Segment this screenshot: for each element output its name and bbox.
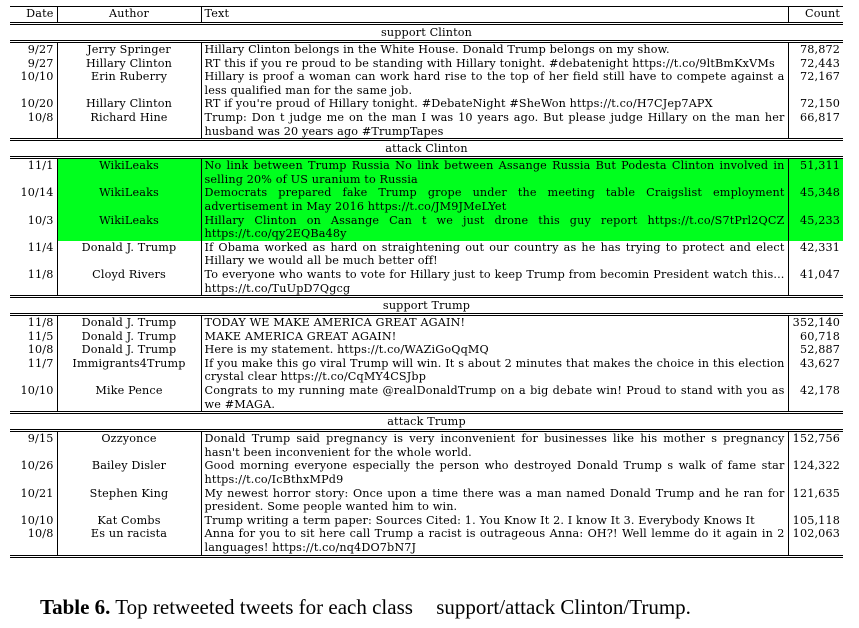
cell-text: Hillary Clinton on Assange Can t we just drone this guy report https://t.co/S7tPrl2QCZ https://t.co/qy2EQBa48y <box>201 214 788 241</box>
table-row <box>10 97 843 111</box>
cell-text: Donald Trump said pregnancy is very inconvenient for businesses like his mother s pregnancy hasn't been inconvenient for the whole world. <box>201 431 788 460</box>
cell-text: Good morning everyone especially the person who destroyed Donald Trump s walk of fame star https://t.co/IcBthxMPd9 <box>201 459 788 486</box>
cell-author: Jerry Springer <box>57 42 201 57</box>
section-header-row <box>10 24 843 42</box>
section-header-row <box>10 297 843 315</box>
cell-text: Democrats prepared fake Trump grope under the meeting table Craigslist employment advertisement in May 2016 https://t.co/JM9JMeLYet <box>201 186 788 213</box>
cell-date: 10/10 <box>10 384 57 413</box>
cell-date: 10/8 <box>10 111 57 140</box>
cell-author: Mike Pence <box>57 384 201 413</box>
table-row <box>10 42 843 57</box>
table-row <box>10 514 843 528</box>
retweets-table <box>10 6 843 558</box>
cell-author: Hillary Clinton <box>57 57 201 71</box>
cell-count: 52,887 <box>799 343 840 357</box>
cell-count: 102,063 <box>792 527 840 541</box>
cell-count: 78,872 <box>799 43 840 56</box>
cell-count: 45,233 <box>788 214 843 241</box>
caption-text: Top retweeted tweets for each class <box>115 595 413 619</box>
cell-date: 10/10 <box>10 514 57 528</box>
table-row <box>10 57 843 71</box>
cell-text: Anna for you to sit here call Trump a racist is outrageous Anna: OH?! Well lemme do it again in 2 languages! https://t.co/nq4DO7bN7J <box>201 527 788 556</box>
cell-text: Trump: Don t judge me on the man I was 10 years ago. But please judge Hillary on the man her husband was 20 years ago #TrumpTapes <box>201 111 788 140</box>
cell-text: Trump writing a term paper: Sources Cited: 1. You Know It 2. I know It 3. Everybody Knows It <box>201 514 788 528</box>
section-support-clinton <box>10 24 843 140</box>
cell-count: 41,047 <box>799 267 840 281</box>
cell-date: 10/8 <box>10 343 57 357</box>
cell-author: Bailey Disler <box>57 459 201 486</box>
section-header-row <box>10 140 843 158</box>
header-count: Count <box>788 7 843 24</box>
table-row <box>10 241 843 268</box>
table-row <box>10 111 843 140</box>
cell-count: 124,322 <box>792 459 840 473</box>
cell-author: Hillary Clinton <box>57 97 201 111</box>
cell-date: 10/26 <box>10 459 57 486</box>
table-row <box>10 343 843 357</box>
table-row <box>10 70 843 97</box>
cell-date: 10/3 <box>10 214 57 241</box>
cell-date: 11/4 <box>10 241 57 268</box>
cell-author: Erin Ruberry <box>57 70 201 97</box>
cell-count: 60,718 <box>799 329 840 343</box>
cell-author: Donald J. Trump <box>57 330 201 344</box>
cell-count: 72,150 <box>799 97 840 111</box>
cell-text: Hillary is proof a woman can work hard rise to the top of her field still have to compete against a less qualified man for the same job. <box>201 70 788 97</box>
cell-author: Donald J. Trump <box>57 315 201 330</box>
section-title: attack Trump <box>10 413 843 431</box>
table-row <box>10 487 843 514</box>
section-attack-trump <box>10 413 843 556</box>
table-caption <box>40 595 830 619</box>
cell-date: 10/14 <box>10 186 57 213</box>
section-title: support Trump <box>10 297 843 315</box>
cell-text: If Obama worked as hard on straightening out our country as he has trying to protect and elect Hillary we would all be much better off! <box>201 241 788 268</box>
cell-date: 11/7 <box>10 357 57 384</box>
cell-text: To everyone who wants to vote for Hillary just to keep Trump from becomin President watch this... https://t.co/TuUpD7Qgcg <box>201 268 788 297</box>
cell-author: Richard Hine <box>57 111 201 140</box>
section-title: support Clinton <box>10 24 843 42</box>
table-row <box>10 186 843 213</box>
cell-count: 42,331 <box>799 240 840 254</box>
cell-text: MAKE AMERICA GREAT AGAIN! <box>201 330 788 344</box>
cell-author: WikiLeaks <box>57 186 201 213</box>
table-row <box>10 459 843 486</box>
cell-date: 10/21 <box>10 487 57 514</box>
table-row <box>10 330 843 344</box>
cell-author: Donald J. Trump <box>57 343 201 357</box>
cell-author: Stephen King <box>57 487 201 514</box>
header-date: Date <box>10 7 57 24</box>
cell-date: 9/15 <box>10 431 57 460</box>
section-title: attack Clinton <box>10 140 843 158</box>
cell-text: TODAY WE MAKE AMERICA GREAT AGAIN! <box>201 315 788 330</box>
caption-label: Table 6. <box>40 595 111 619</box>
cell-text: Here is my statement. https://t.co/WAZiGoQqMQ <box>201 343 788 357</box>
section-header-row <box>10 413 843 431</box>
table-row <box>10 268 843 297</box>
caption-classes: support/attack Clinton/Trump. <box>436 595 691 619</box>
cell-date: 9/27 <box>10 42 57 57</box>
cell-author: Cloyd Rivers <box>57 268 201 297</box>
cell-date: 11/8 <box>10 315 57 330</box>
table-row <box>10 315 843 330</box>
cell-count: 72,443 <box>799 56 840 70</box>
cell-author: Ozzyonce <box>57 431 201 460</box>
section-support-trump <box>10 297 843 413</box>
cell-author: Donald J. Trump <box>57 241 201 268</box>
section-attack-clinton <box>10 140 843 297</box>
cell-count: 51,311 <box>788 158 843 187</box>
table-row <box>10 527 843 556</box>
cell-count: 66,817 <box>799 110 840 124</box>
cell-date: 10/20 <box>10 97 57 111</box>
cell-date: 10/10 <box>10 70 57 97</box>
cell-text: RT this if you re proud to be standing with Hillary tonight. #debatenight https://t.co/9ltBmKxVMs <box>201 57 788 71</box>
cell-text: No link between Trump Russia No link between Assange Russia But Podesta Clinton involved in selling 20% of US uranium to Russia <box>201 158 788 187</box>
cell-author: Es un racista <box>57 527 201 556</box>
cell-count: 42,178 <box>799 384 840 398</box>
cell-text: RT if you're proud of Hillary tonight. #DebateNight #SheWon https://t.co/H7CJep7APX <box>201 97 788 111</box>
cell-count: 152,756 <box>792 432 840 446</box>
table-row <box>10 384 843 413</box>
cell-count: 45,348 <box>788 186 843 213</box>
cell-date: 11/8 <box>10 268 57 297</box>
table-row <box>10 431 843 460</box>
table-row <box>10 357 843 384</box>
header-text: Text <box>201 7 788 24</box>
cell-count: 43,627 <box>799 356 840 370</box>
cell-text: Congrats to my running mate @realDonaldTrump on a big debate win! Proud to stand with you as we #MAGA. <box>201 384 788 413</box>
cell-count: 105,118 <box>792 513 840 527</box>
cell-author: Kat Combs <box>57 514 201 528</box>
table-row <box>10 214 843 241</box>
table-row <box>10 158 843 187</box>
cell-count: 121,635 <box>792 486 840 500</box>
cell-date: 9/27 <box>10 57 57 71</box>
cell-date: 11/5 <box>10 330 57 344</box>
cell-count: 352,140 <box>792 316 840 330</box>
cell-text: Hillary Clinton belongs in the White House. Donald Trump belongs on my show. <box>201 42 788 57</box>
cell-date: 11/1 <box>10 158 57 187</box>
cell-author: WikiLeaks <box>57 158 201 187</box>
cell-author: WikiLeaks <box>57 214 201 241</box>
cell-date: 10/8 <box>10 527 57 556</box>
cell-text: My newest horror story: Once upon a time there was a man named Donald Trump and he ran for president. Some people wanted him to win. <box>201 487 788 514</box>
cell-author: Immigrants4Trump <box>57 357 201 384</box>
cell-text: If you make this go viral Trump will win. It s about 2 minutes that makes the choice in this election crystal clear https://t.co/CqMY4CSJbp <box>201 357 788 384</box>
header-author: Author <box>57 7 201 24</box>
table-header-row <box>10 7 843 24</box>
cell-count: 72,167 <box>799 70 840 84</box>
